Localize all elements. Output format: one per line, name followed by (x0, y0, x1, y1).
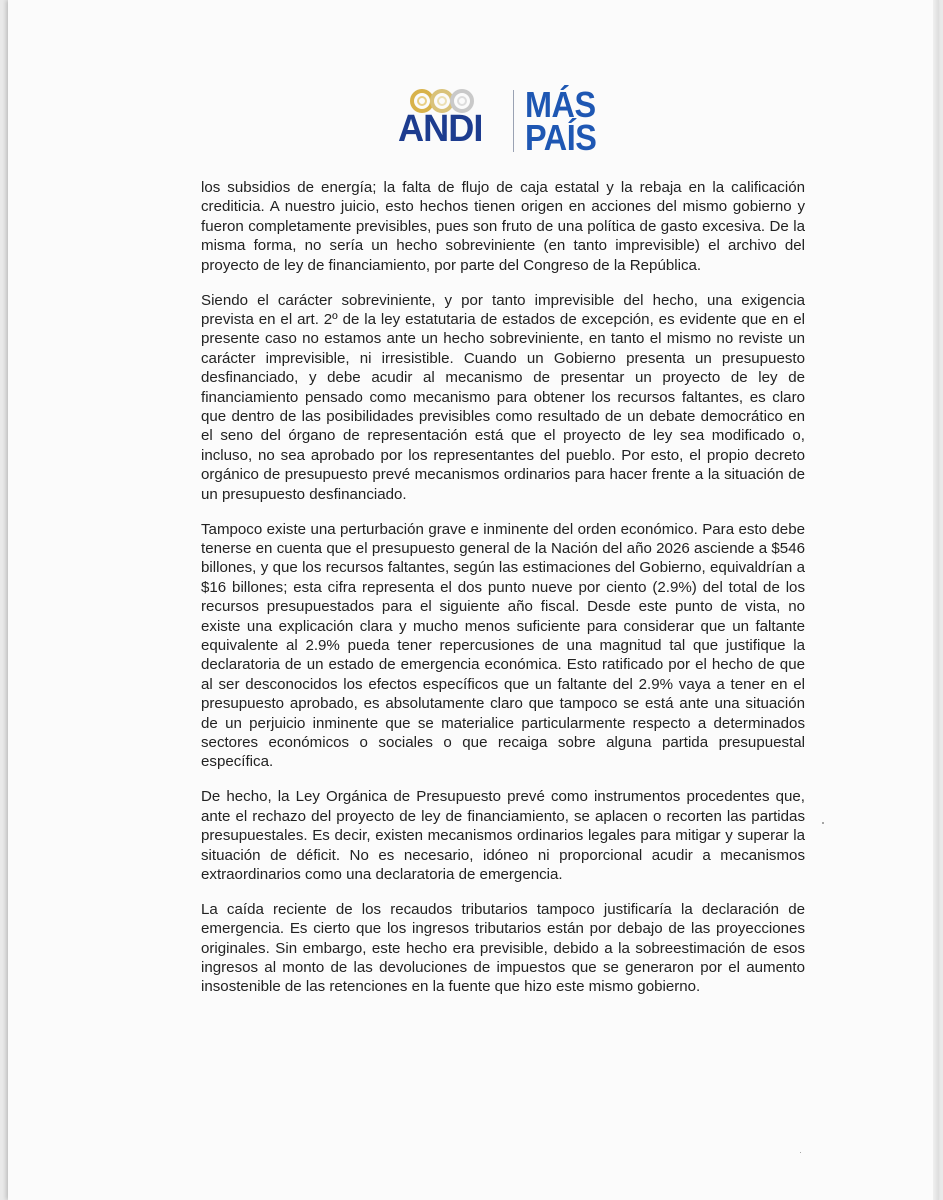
maspais-logo (525, 84, 625, 159)
header-logos (398, 84, 628, 159)
maspais-wordmark-line1: MÁS (525, 84, 596, 125)
paragraph-4: De hecho, la Ley Orgánica de Presupuesto prevé como instrumentos procedentes que, ante el rechazo del proyecto de ley de financiamiento, se aplacen o recorten las partidas presupuestales. Es decir, existen mecanismos ordinarios legales para mitigar y superar la situación de déficit. No es necesario, idóneo ni proporcional acudir a mecanismos extraordinarios como una declaratoria de emergencia. (201, 788, 805, 883)
paragraph-2: Siendo el carácter sobreviniente, y por tanto imprevisible del hecho, una exigencia prevista en el art. 2º de la ley estatutaria de estados de excepción, es evidente que en el presente caso no estamos ante un hecho sobreviniente, en tanto el mismo no reviste un carácter imprevisible, ni irresistible. Cuando un Gobierno presenta un presupuesto desfinanciado, y debe acudir al mecanismo de presentar un proyecto de ley de financiamiento pensado como mecanismo para obtener los recursos faltantes, es claro que dentro de las posibilidades previsibles como resultado de un debate democrático en el seno del órgano de representación está que el proyecto de ley sea modificado o, incluso, no sea aprobado por los representantes del pueblo. Por esto, el propio decreto orgánico de presupuesto prevé mecanismos ordinarios para hacer frente a la situación de un presupuesto desfinanciado. (201, 291, 805, 503)
maspais-wordmark-line2: PAÍS (525, 117, 597, 159)
scan-speck (800, 1152, 801, 1153)
document-page (8, 0, 939, 1200)
paragraph-1: los subsidios de energía; la falta de flujo de caja estatal y la rebaja en la calificación crediticia. A nuestro juicio, esto hechos tienen origen en acciones del mismo gobierno y fueron completamente previsibles, pues son fruto de una política de gasto excesiva. De la misma forma, no sería un hecho sobreviniente (en tanto imprevisible) el archivo del proyecto de ley de financiamiento, por parte del Congreso de la República. (201, 179, 805, 274)
scan-speck (822, 822, 824, 824)
document-body (201, 178, 805, 1012)
andi-logo (398, 84, 510, 156)
logo-divider (513, 90, 514, 152)
paragraph-3: Tampoco existe una perturbación grave e inminente del orden económico. Para esto debe tenerse en cuenta que el presupuesto general de la Nación del año 2026 asciende a $546 billones, y que los recursos faltantes, según las estimaciones del Gobierno, equivaldrían a $16 billones; esta cifra representa el dos punto nueve por ciento (2.9%) del total de los recursos presupuestados para el siguiente año fiscal. Desde este punto de vista, no existe una explicación clara y mucho menos suficiente para considerar que un faltante equivalente al 2.9% pueda tener repercusiones de una magnitud tal que justifique la declaratoria de un estado de emergencia económica. Esto ratificado por el hecho de que al ser desconocidos los efectos específicos que un faltante del 2.9% vaya a tener en el presupuesto aprobado, es absolutamente claro que tampoco se está ante una situación de un perjuicio inminente que se materialice particularmente respecto a determinados sectores económicos o sociales o que recaiga sobre alguna partida presupuestal específica. (201, 520, 805, 771)
paragraph-5: La caída reciente de los recaudos tributarios tampoco justificaría la declaración de emergencia. Es cierto que los ingresos tributarios están por debajo de las proyecciones originales. Sin embargo, este hecho era previsible, debido a la sobreestimación de esos ingresos al monto de las devoluciones de impuestos que se generaron por el aumento insostenible de las retenciones en la fuente que hizo este mismo gobierno. (201, 900, 805, 996)
andi-wordmark: ANDI (398, 108, 483, 150)
page-edge-shadow (933, 0, 939, 1200)
